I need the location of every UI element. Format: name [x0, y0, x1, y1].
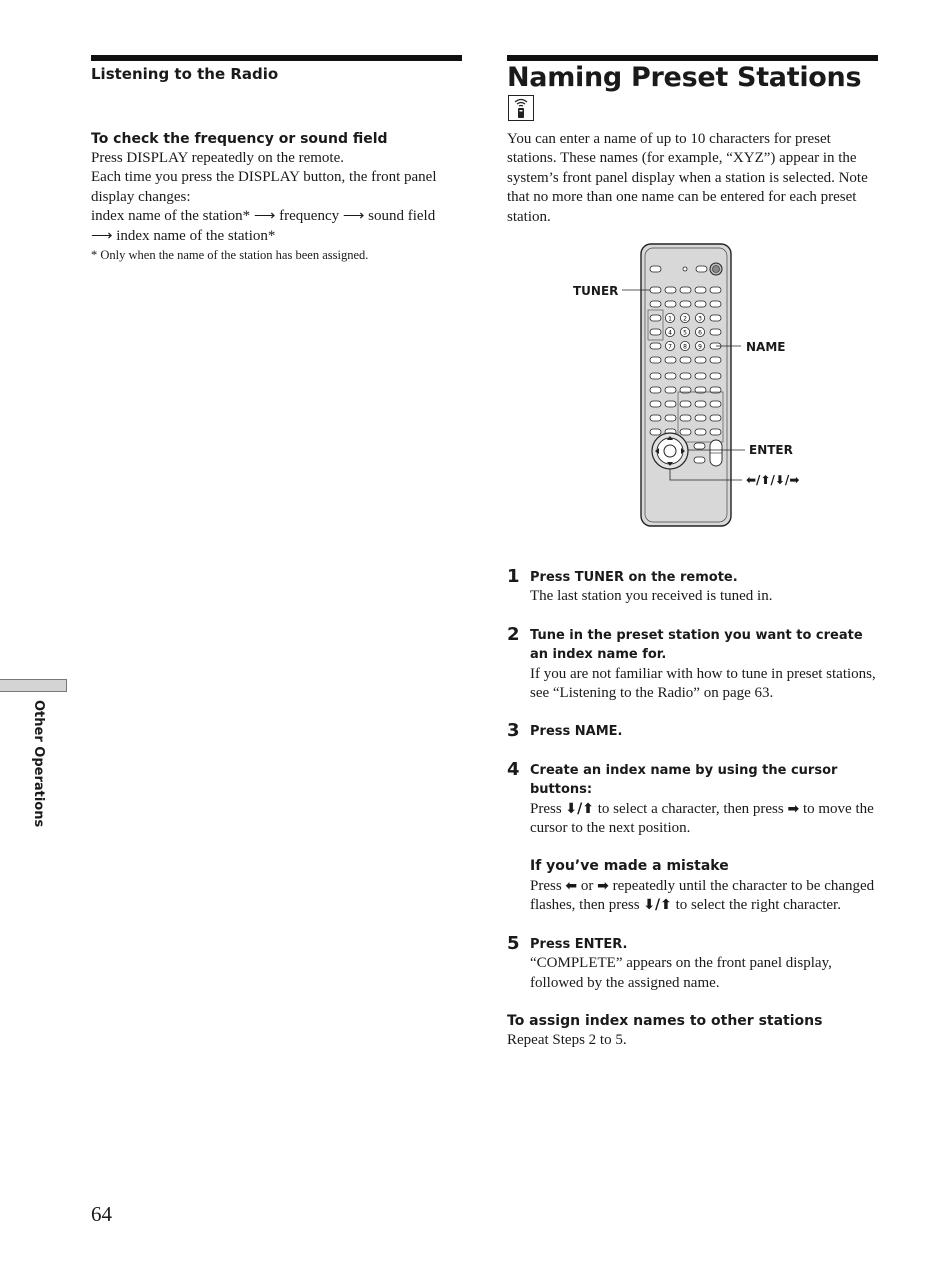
remote-button — [650, 401, 661, 407]
step-text — [530, 800, 879, 839]
remote-button — [650, 415, 661, 421]
frequency-subhead: To check the frequency or sound field — [91, 131, 388, 147]
keypad-key-label: 7 — [668, 343, 672, 351]
remote-button — [710, 301, 721, 307]
sequence-item: index name of the station* — [116, 227, 276, 244]
text-run: Press — [530, 877, 566, 894]
down-up-arrows-icon: ⬇/⬆ — [643, 897, 672, 914]
intro-paragraph: You can enter a name of up to 10 characters for preset stations. These names (for example, “XYZ”) appear in the system’s front panel display when a station is selected. Note that no more than one name can be entered for each preset station. — [507, 131, 868, 225]
remote-button — [680, 401, 691, 407]
remote-figure — [560, 240, 840, 532]
remote-button — [665, 301, 676, 307]
step-title: Press TUNER on the remote. — [530, 570, 738, 585]
section-title: Listening to the Radio — [91, 65, 279, 83]
step-text: “COMPLETE” appears on the front panel display, followed by the assigned name. — [530, 955, 832, 991]
remote-keypad — [665, 313, 704, 350]
step-number: 3 — [507, 720, 520, 742]
tuner-label: TUNER — [573, 284, 619, 298]
keypad-key-label: 8 — [683, 343, 687, 351]
remote-button — [650, 387, 661, 393]
remote-button — [665, 357, 676, 363]
remote-button — [695, 301, 706, 307]
remote-button — [650, 329, 661, 335]
steps-list — [507, 568, 879, 1051]
mistake-text — [530, 877, 879, 916]
remote-button — [650, 343, 661, 349]
remote-button — [680, 415, 691, 421]
remote-button — [710, 415, 721, 421]
display-description: Each time you press the DISPLAY button, the front panel display changes: — [91, 169, 437, 205]
remote-button — [695, 373, 706, 379]
text-run: to move the cursor to the next position. — [530, 800, 874, 837]
step-4 — [507, 758, 879, 916]
remote-button — [665, 287, 676, 293]
remote-button — [650, 301, 661, 307]
step-title: Press ENTER. — [530, 936, 628, 952]
sequence-item: sound field — [368, 208, 436, 225]
remote-button — [665, 401, 676, 407]
remote-button — [695, 401, 706, 407]
keypad-key-label: 4 — [668, 329, 672, 337]
left-column — [91, 129, 463, 264]
remote-button — [680, 373, 691, 379]
step-text: If you are not familiar with how to tune in preset stations, see “Listening to the Radio” on page 63. — [530, 665, 876, 702]
remote-button — [710, 329, 721, 335]
step-2 — [507, 623, 879, 704]
step-number: 4 — [507, 758, 520, 780]
arrow-right-icon: ⟶ — [342, 208, 365, 225]
remote-button — [695, 357, 706, 363]
text-run: repeatedly until the character to be changed flashes, then press — [530, 877, 875, 914]
keypad-key-label: 5 — [683, 329, 687, 337]
remote-button — [680, 287, 691, 293]
section-tab-marker — [0, 679, 67, 692]
keypad-key-label: 2 — [683, 315, 687, 323]
step-title: Create an index name by using the cursor buttons: — [530, 762, 838, 798]
remote-icon — [508, 95, 534, 121]
enter-label: ENTER — [749, 443, 793, 457]
step-text: The last station you received is tuned in. — [530, 588, 773, 605]
display-sequence — [91, 207, 463, 246]
remote-button — [710, 315, 721, 321]
step-number: 2 — [507, 623, 520, 645]
remote-button — [695, 415, 706, 421]
sequence-item: frequency — [279, 208, 340, 225]
assign-title: To assign index names to other stations — [507, 1012, 823, 1029]
remote-button — [650, 287, 661, 293]
remote-button — [650, 373, 661, 379]
keypad-key-label: 9 — [698, 343, 702, 351]
remote-button — [695, 429, 706, 435]
text-run: to select a character, then press — [594, 800, 788, 817]
arrow-right-icon: ⟶ — [91, 227, 113, 244]
text-run: or — [577, 877, 598, 894]
sidebar-label — [30, 700, 50, 840]
right-arrow-icon: ➡ — [787, 800, 800, 817]
remote-button — [650, 315, 661, 321]
remote-button — [695, 287, 706, 293]
remote-button — [710, 429, 721, 435]
mistake-title: If you’ve made a mistake — [530, 858, 729, 875]
remote-button — [650, 357, 661, 363]
step-5 — [507, 932, 879, 993]
keypad-key-label: 1 — [668, 315, 672, 323]
assign-note — [507, 1012, 879, 1051]
keypad-key-label: 3 — [698, 315, 702, 323]
step-number: 1 — [507, 566, 520, 587]
remote-button — [710, 373, 721, 379]
left-arrow-icon: ⬅ — [565, 877, 578, 894]
remote-button — [680, 429, 691, 435]
remote-button — [665, 387, 676, 393]
page-title: Naming Preset Stations — [507, 62, 862, 93]
step-number: 5 — [507, 932, 520, 954]
arrow-right-icon: ⟶ — [253, 208, 276, 225]
mistake-note — [530, 857, 879, 915]
text-run: to select the right character. — [671, 897, 841, 914]
sequence-item: index name of the station* — [91, 208, 251, 225]
step-title: Press NAME. — [530, 724, 623, 740]
remote-button — [710, 401, 721, 407]
step-1 — [507, 568, 879, 607]
assign-text: Repeat Steps 2 to 5. — [507, 1032, 627, 1049]
remote-button — [665, 415, 676, 421]
step-3 — [507, 722, 879, 741]
remote-button — [680, 301, 691, 307]
footnote: * Only when the name of the station has been assigned. — [91, 248, 369, 263]
left-title-rule — [91, 55, 462, 61]
remote-button — [650, 429, 661, 435]
remote-button — [665, 373, 676, 379]
cursor-buttons-label: ⬅/⬆/⬇/➡ — [746, 473, 800, 487]
down-up-arrows-icon: ⬇/⬆ — [565, 800, 594, 817]
page-number: 64 — [91, 1202, 112, 1226]
remote-button — [680, 357, 691, 363]
right-arrow-icon: ➡ — [597, 877, 609, 894]
keypad-key-label: 6 — [698, 329, 702, 337]
sidebar-label-text: Other Operations — [31, 700, 46, 828]
name-label: NAME — [746, 340, 786, 354]
remote-button — [710, 287, 721, 293]
remote-button — [710, 357, 721, 363]
text-run: Press — [530, 800, 566, 817]
step-title: Tune in the preset station you want to create an index name for. — [530, 627, 863, 663]
right-title-rule — [507, 55, 878, 61]
display-instruction: Press DISPLAY repeatedly on the remote. — [91, 150, 345, 166]
